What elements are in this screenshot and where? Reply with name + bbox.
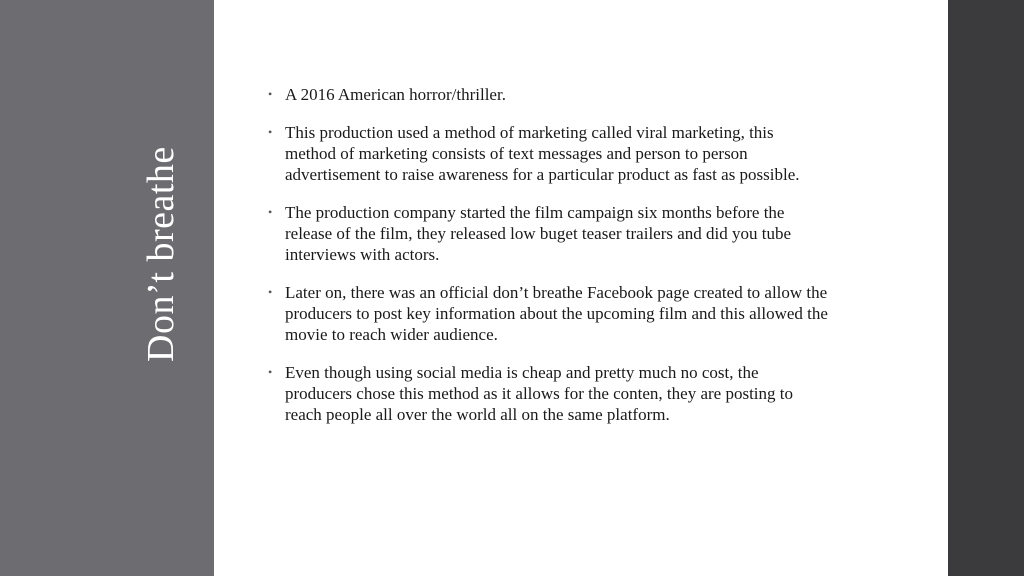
bullet-icon: • (268, 87, 273, 101)
title-container (134, 90, 214, 380)
bullet-text: This production used a method of marketing called viral marketing, this method of marketing consists of text messages and person to person advertisement to raise awareness for a particular product as fast as possible. (285, 123, 800, 184)
bullet-item (268, 362, 828, 425)
bullet-item (268, 282, 828, 345)
slide-title: Don’t breathe (140, 146, 182, 362)
bullet-icon: • (268, 125, 273, 139)
bullet-text: A 2016 American horror/thriller. (285, 85, 506, 104)
bullet-item (268, 84, 828, 105)
bullet-icon: • (268, 365, 273, 379)
bullet-text: The production company started the film campaign six months before the release of the film, they released low buget teaser trailers and did you tube interviews with actors. (285, 203, 792, 264)
bullet-list (268, 84, 828, 425)
bullet-icon: • (268, 285, 273, 299)
bullet-icon: • (268, 205, 273, 219)
right-accent-band (948, 0, 1024, 576)
bullet-item (268, 202, 828, 265)
slide-content (268, 84, 828, 442)
bullet-item (268, 122, 828, 185)
bullet-text: Even though using social media is cheap and pretty much no cost, the producers chose this method as it allows for the conten, they are posting to reach people all over the world all on the same platform. (285, 363, 793, 424)
bullet-text: Later on, there was an official don’t breathe Facebook page created to allow the producers to post key information about the upcoming film and this allowed the movie to reach wider audience. (285, 283, 828, 344)
